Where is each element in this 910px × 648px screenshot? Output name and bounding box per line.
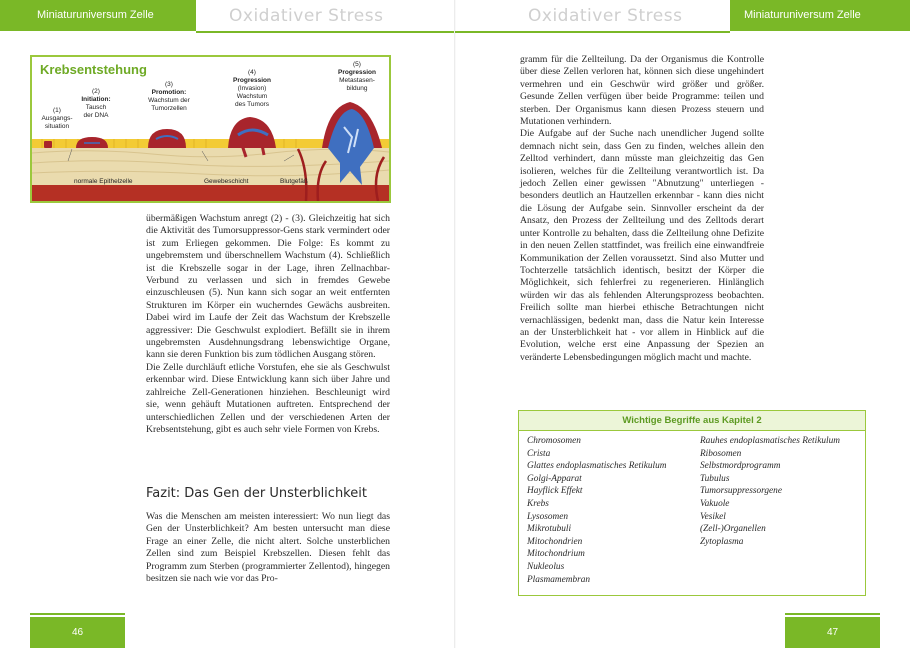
term-item: Krebs <box>527 498 549 509</box>
term-item: Ribosomen <box>700 448 742 459</box>
book-title-right: Miniaturuniversum Zelle <box>744 9 861 21</box>
stage-3-label: (3) Promotion: Wachstum der Tumorzellen <box>148 81 190 112</box>
header-rule-right <box>455 31 730 33</box>
figure-title: Krebsentstehung <box>40 62 147 77</box>
key-terms-column-2 <box>700 435 840 548</box>
key-terms-box <box>518 410 866 596</box>
term-item: Vesikel <box>700 511 726 522</box>
footer-rule-left <box>30 613 125 615</box>
chapter-title-left: Oxidativer Stress <box>229 6 384 26</box>
right-paragraph-1: gramm für die Zellteilung. Da der Organismus die Kontrolle über diese Zellen verloren hat, können sich diese ungehindert vermehren und ein Geschwür wird größer und größer. Gesunde Zellen verfügen über beide Programme: teilen und sterben. Der Organismus kann diesen Prozess steuern und Mutationen verhindern. <box>520 54 764 128</box>
term-item: Crista <box>527 448 551 459</box>
term-item: Hayflick Effekt <box>527 486 583 497</box>
stage-5-label: (5) Progression Metastasen- bildung <box>338 61 376 92</box>
key-terms-title: Wichtige Begriffe aus Kapitel 2 <box>519 411 865 431</box>
term-item: Zytoplasma <box>700 536 744 547</box>
term-item: Vakuole <box>700 498 730 509</box>
left-paragraph-1: übermäßigen Wachstum anregt (2) - (3). Gleichzeitig hat sich die Aktivität des Tumorsuppressor-Gens stark vermindert oder ist zum Erliegen gekommen. Die Folge: Es kommt zu ungebremstem und überschnellem Wachstum (4). Schließlich ist die Krebszelle sogar in der Lage, ihren Zellnachbar-Verbund zu verlassen und sich in fremdes Gewebe einzuschleusen (5). Nun kann sich sogar an weit entfernten Strukturen im Körper ein wucherndes Gewächs ausbreiten. Dabei wird im Laufe der Zeit das Wachstum der Krebszelle aggressiver: Die Geschwulst explodiert. Befällt sie in ihrem ungebremsten Ausdehnungsdrang lebenswichtige Organe, kann sie deren Funktion bis zum tödlichen Ausgang stören. <box>146 213 390 361</box>
term-item: Golgi-Apparat <box>527 473 582 484</box>
mutated-cell <box>44 141 52 148</box>
term-item: Plasmamembran <box>527 574 591 585</box>
term-item: Mikrotubuli <box>527 524 572 535</box>
page-number-left: 46 <box>30 617 125 648</box>
term-item: Tubulus <box>700 473 730 484</box>
book-title-tab-right <box>730 0 910 31</box>
stage-1-label: (1) Ausgangs- situation <box>41 107 73 130</box>
section-heading-fazit: Fazit: Das Gen der Unsterblichkeit <box>146 486 367 501</box>
term-item: Selbstmordprogramm <box>700 461 781 472</box>
promotion-tumor <box>148 129 186 148</box>
term-item: Tumorsuppressorgene <box>700 486 782 497</box>
term-item: Mitochondrium <box>527 549 585 560</box>
header-rule-left <box>196 31 455 33</box>
book-title-left: Miniaturuniversum Zelle <box>37 9 154 21</box>
label-tissue-layer: Gewebeschicht <box>204 178 249 185</box>
term-item: Nukleolus <box>527 561 565 572</box>
label-epithelial-cell: normale Epithelzelle <box>74 178 133 185</box>
key-terms-column-1 <box>527 435 666 586</box>
invasion-tumor <box>228 117 276 148</box>
page-number-right: 47 <box>785 617 880 648</box>
cancer-development-figure <box>30 55 391 203</box>
term-item: Glattes endoplasmatisches Retikulum <box>527 461 667 472</box>
stage-4-label: (4) Progression (Invasion) Wachstum des Tumors <box>233 69 271 108</box>
chapter-title-right: Oxidativer Stress <box>528 6 683 26</box>
term-item: Rauhes endoplasmatisches Retikulum <box>700 436 840 446</box>
term-item: (Zell-)Organellen <box>700 524 766 535</box>
right-paragraph-2: Die Aufgabe auf der Suche nach unendlicher Jugend sollte demnach nicht sein, dass Gen zu finden, welches allein den Zelltod verhindert, dann müsste man gleichzeitig das Gen isolieren, welches für die Zellteilung verantwortlich ist. Da jedoch Zellen einer gewissen "Abnutzung" unterliegen - besonders deutlich an Hautzellen erkennbar - kann dies nicht die Lösung der Aufgabe sein. Sinnvoller erscheint da der Ansatz, den Prozess der Zellteilung und des Zelltods derart unter Kontrolle zu behalten, dass die Zellteilung ohne Defizite in den neuen Zellen stattfindet, was freilich eine einwandfreie Kommunikation der Zellen voraussetzt. Sind also Mutter und Tochterzelle tatsächlich identisch, besitzt der Körper die Möglichkeit, sich fehlerfrei zu regenerieren. Hinlänglich würden wir das als fehlenden Alterungsprozess beobachten. Freilich sollte man hierbei ethische Betrachtungen nicht vernachlässigen, bedenkt man, dass die Natur kein Interesse an der Unsterblichkeit hat - vor allem in Hinblick auf die Evolution, welche erst eine Anpassung der Spezien an veränderte Lebensbedingungen möglich macht und machte. <box>520 128 764 363</box>
term-item: Chromosomen <box>527 436 581 446</box>
term-item: Lysosomen <box>527 511 569 522</box>
footer-rule-right <box>785 613 880 615</box>
label-blood-vessel: Blutgefäß <box>280 178 308 185</box>
stage-2-label: (2) Initiation: Tausch der DNA <box>81 88 111 119</box>
left-body-text <box>146 213 390 436</box>
left-paragraph-3: Was die Menschen am meisten interessiert: Wo nun liegt das Gen der Unsterblichkeit? Am besten untersucht man diese Frage an einer Zelle, die nicht altert. Solche unsterblichen Zellen sind zum Beispiel Krebszellen. Diesen fehlt das Programm zum Sterben (programmierter Zellentod), hingegen besitzen sie nach wie vor das Pro- <box>146 511 390 585</box>
book-title-tab-left <box>0 0 196 31</box>
right-body-text <box>520 54 764 364</box>
fazit-body-text <box>146 511 390 585</box>
term-item: Mitochondrien <box>527 536 583 547</box>
left-paragraph-2: Die Zelle durchläuft etliche Vorstufen, ehe sie als Geschwulst erkennbar wird. Diese Entwicklung kann sich über Jahre und zahlreiche Zell-Generationen hinziehen. Beschleunigt wird sie, wenn gehäuft Mutationen auftreten. Entsprechend der unterschiedlichen Zellen und der verschiedenen Arten der Krebsentstehung, gibt es auch sehr viele Formen von Krebs. <box>146 361 390 435</box>
base-layer <box>32 185 389 201</box>
